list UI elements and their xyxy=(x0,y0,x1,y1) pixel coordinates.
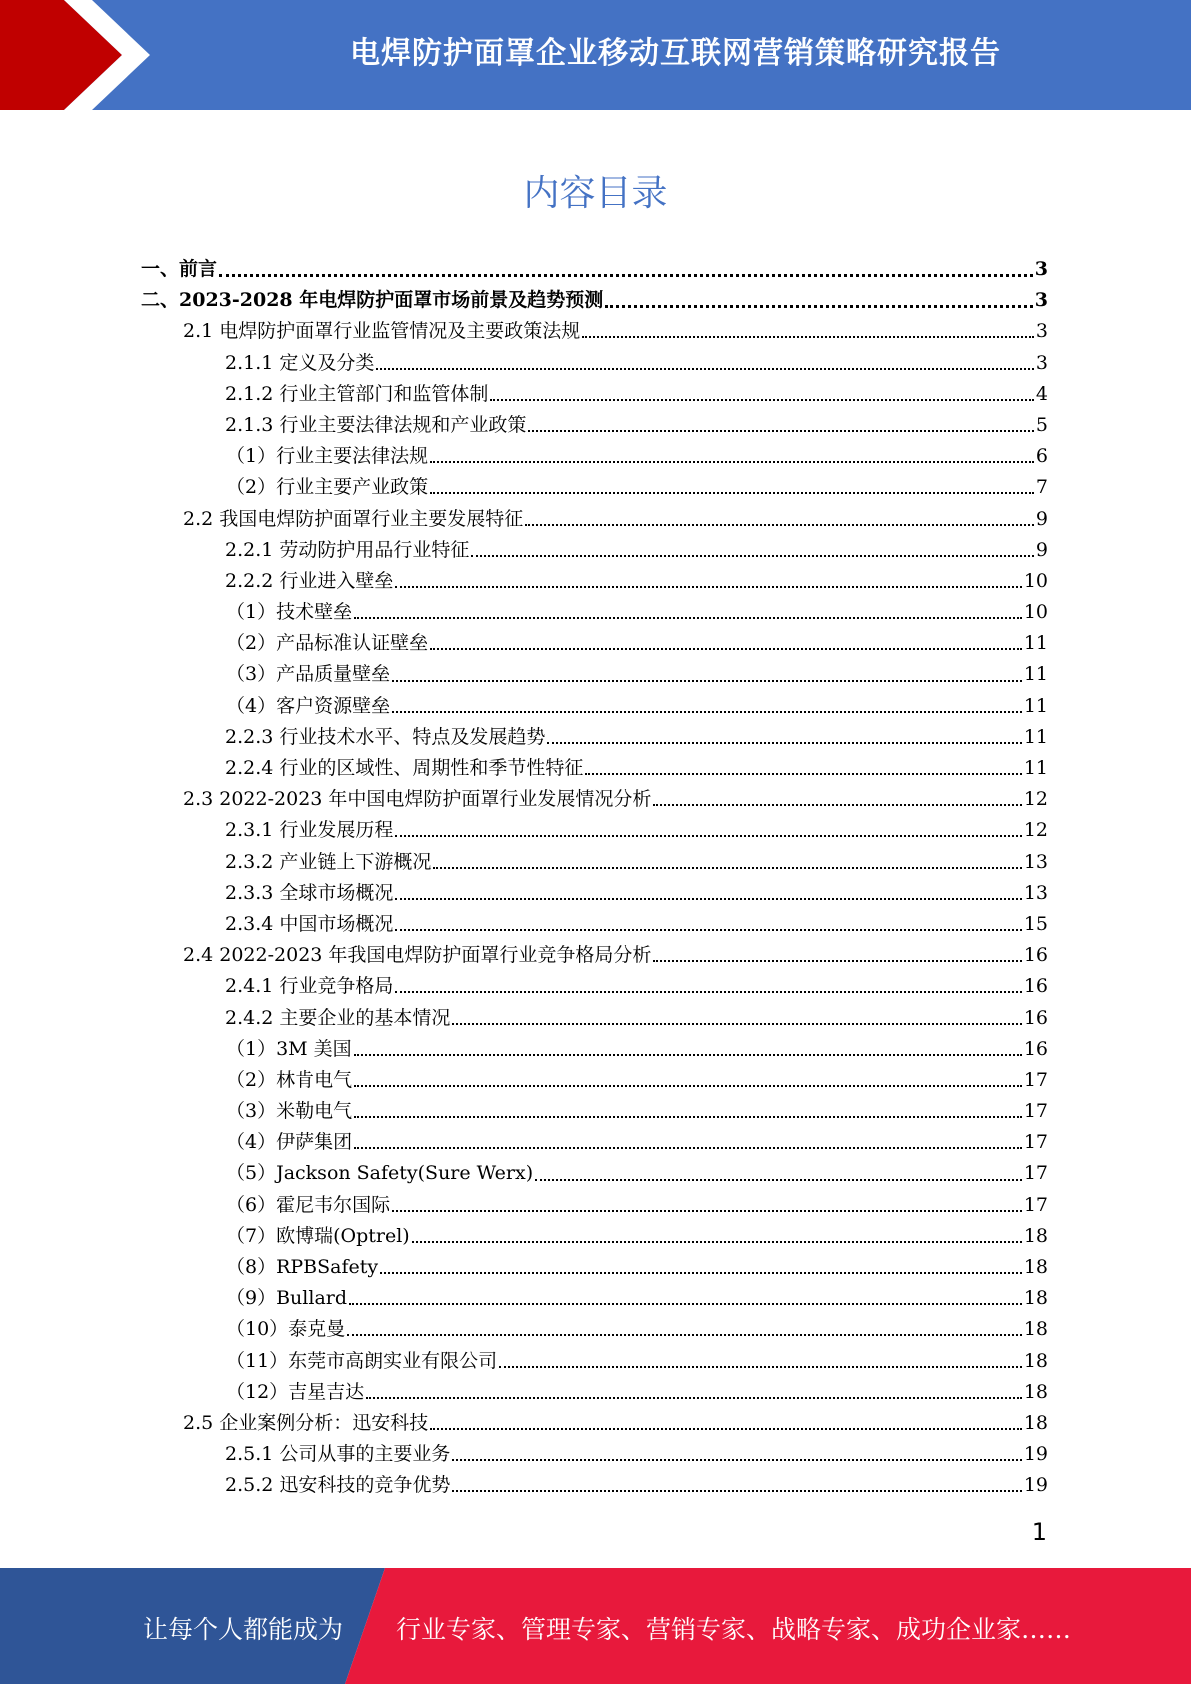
toc-entry[interactable] xyxy=(0,659,1191,690)
toc-page-number: 16 xyxy=(1023,1006,1048,1029)
toc-page-number: 4 xyxy=(1035,382,1048,405)
toc-leader-dots xyxy=(433,866,1021,869)
toc-leader-dots xyxy=(525,523,1034,526)
toc-page-number: 5 xyxy=(1035,413,1048,436)
toc-entry[interactable] xyxy=(0,909,1191,940)
toc-entry[interactable] xyxy=(0,597,1191,628)
toc-page-number: 10 xyxy=(1023,601,1048,624)
toc-entry[interactable] xyxy=(0,1283,1191,1314)
toc-leader-dots xyxy=(585,772,1021,775)
toc-entry-text: 2.1.2 行业主管部门和监管体制 xyxy=(225,382,489,405)
toc-page-number: 19 xyxy=(1023,1443,1048,1466)
toc-page-number: 17 xyxy=(1023,1068,1048,1091)
toc-page-number: 18 xyxy=(1023,1380,1048,1403)
header-arrow-decoration xyxy=(0,0,160,110)
toc-entry[interactable] xyxy=(0,971,1191,1002)
toc-entry[interactable] xyxy=(0,316,1191,347)
toc-entry-text: （2）行业主要产业政策 xyxy=(226,476,429,499)
toc-page-number: 11 xyxy=(1023,757,1048,779)
toc-leader-dots xyxy=(499,1365,1022,1368)
toc-leader-dots xyxy=(547,741,1021,744)
toc-leader-dots xyxy=(582,335,1034,338)
toc-entry[interactable] xyxy=(0,1408,1191,1439)
toc-leader-dots xyxy=(354,1146,1022,1149)
toc-leader-dots xyxy=(653,959,1021,962)
toc-entry[interactable] xyxy=(0,1127,1191,1158)
toc-entry[interactable] xyxy=(0,566,1191,597)
toc-entry[interactable] xyxy=(0,753,1191,784)
toc-entry-text: （5）Jackson Safety(Sure Werx) xyxy=(226,1162,534,1185)
toc-page-number: 11 xyxy=(1023,632,1048,655)
toc-entry-text: 2.1.1 定义及分类 xyxy=(225,351,375,374)
toc-page-number: 18 xyxy=(1023,1224,1048,1247)
toc-entry[interactable] xyxy=(0,1314,1191,1345)
toc-entry-text: （11）东莞市高朗实业有限公司 xyxy=(226,1349,498,1372)
toc-entry-text: 2.1.3 行业主要法律法规和产业政策 xyxy=(225,413,527,436)
toc-entry-text: （1）行业主要法律法规 xyxy=(226,445,429,468)
toc-entry-text: （10）泰克曼 xyxy=(226,1318,346,1341)
toc-leader-dots xyxy=(605,304,1033,308)
toc-page-number: 18 xyxy=(1023,1256,1048,1278)
toc-leader-dots xyxy=(392,1209,1022,1212)
toc-leader-dots xyxy=(354,616,1022,619)
toc-entry-text: 2.2.1 劳动防护用品行业特征 xyxy=(225,538,470,561)
toc-entry-text: 2.5 企业案例分析：迅安科技 xyxy=(183,1411,429,1434)
toc-entry-text: （8）RPBSafety xyxy=(226,1256,379,1278)
toc-entry[interactable] xyxy=(0,878,1191,909)
toc-entry[interactable] xyxy=(0,1065,1191,1096)
toc-entry-text: （12）吉星吉达 xyxy=(226,1380,365,1403)
toc-entry[interactable] xyxy=(0,1158,1191,1189)
toc-entry-text: 2.4.1 行业竞争格局 xyxy=(225,975,394,998)
toc-page-number: 3 xyxy=(1035,351,1048,374)
toc-page-number: 6 xyxy=(1035,445,1048,468)
toc-leader-dots xyxy=(395,928,1021,931)
toc-entry-text: 2.3.1 行业发展历程 xyxy=(225,819,394,842)
footer-slogan-right: 行业专家、管理专家、营销专家、战略专家、成功企业家…… xyxy=(396,1615,1072,1644)
toc-page-number: 17 xyxy=(1023,1162,1048,1185)
toc-entry[interactable] xyxy=(0,815,1191,846)
report-title: 电焊防护面罩企业移动互联网营销策略研究报告 xyxy=(350,36,1001,71)
toc-heading: 内容目录 xyxy=(523,173,668,214)
toc-leader-dots xyxy=(354,1084,1022,1087)
toc-entry-text: 一、前言 xyxy=(141,258,218,280)
toc-leader-dots xyxy=(653,803,1021,806)
toc-page-number: 3 xyxy=(1034,289,1048,312)
toc-entry[interactable] xyxy=(0,1034,1191,1065)
toc-leader-dots xyxy=(452,1489,1021,1492)
footer-slogan-left: 让每个人都能成为 xyxy=(143,1615,344,1644)
toc-leader-dots xyxy=(430,491,1034,494)
toc-entry-text: （2）林肯电气 xyxy=(226,1068,353,1091)
toc-entry-text: （3）米勒电气 xyxy=(226,1100,353,1123)
toc-leader-dots xyxy=(471,554,1034,557)
toc-entry-text: （2）产品标准认证壁垒 xyxy=(226,632,429,655)
toc-leader-dots xyxy=(412,1240,1022,1243)
toc-leader-dots xyxy=(430,1427,1022,1430)
toc-entry[interactable] xyxy=(0,441,1191,472)
table-of-contents xyxy=(0,254,1191,1502)
toc-page-number: 7 xyxy=(1035,476,1048,499)
toc-leader-dots xyxy=(395,897,1021,900)
toc-leader-dots xyxy=(376,367,1034,370)
toc-entry[interactable] xyxy=(0,1439,1191,1470)
toc-page-number: 16 xyxy=(1023,1037,1048,1060)
toc-page-number: 3 xyxy=(1035,320,1048,343)
toc-leader-dots xyxy=(395,834,1021,837)
toc-entry[interactable] xyxy=(0,504,1191,535)
toc-page-number: 11 xyxy=(1023,694,1048,717)
toc-entry[interactable] xyxy=(0,1221,1191,1252)
toc-entry[interactable] xyxy=(0,847,1191,878)
toc-entry-text: 2.2 我国电焊防护面罩行业主要发展特征 xyxy=(183,507,524,530)
toc-entry-text: 2.3.4 中国市场概况 xyxy=(225,912,394,935)
footer-band xyxy=(0,1568,1191,1684)
toc-leader-dots xyxy=(395,990,1021,993)
toc-entry-text: 2.2.2 行业进入壁垒 xyxy=(225,569,394,592)
toc-leader-dots xyxy=(392,710,1022,713)
toc-page-number: 17 xyxy=(1023,1131,1048,1154)
toc-entry-text: 2.3 2022-2023 年中国电焊防护面罩行业发展情况分析 xyxy=(183,788,652,811)
toc-entry-text: 2.2.3 行业技术水平、特点及发展趋势 xyxy=(225,725,546,748)
toc-leader-dots xyxy=(452,1458,1021,1461)
toc-entry[interactable] xyxy=(0,410,1191,441)
toc-entry-text: （7）欧博瑞(Optrel) xyxy=(226,1224,410,1247)
toc-leader-dots xyxy=(528,429,1034,432)
toc-page-number: 16 xyxy=(1023,975,1048,998)
toc-entry-text: （1）技术壁垒 xyxy=(226,601,353,624)
toc-entry-text: 2.3.3 全球市场概况 xyxy=(225,881,394,904)
toc-page-number: 18 xyxy=(1023,1349,1048,1372)
toc-entry[interactable] xyxy=(0,940,1191,971)
toc-entry[interactable] xyxy=(0,254,1191,285)
toc-entry-text: 2.5.1 公司从事的主要业务 xyxy=(225,1443,451,1466)
toc-entry-text: （6）霍尼韦尔国际 xyxy=(226,1193,391,1216)
toc-entry[interactable] xyxy=(0,1252,1191,1283)
toc-entry[interactable] xyxy=(0,1190,1191,1221)
toc-page-number: 9 xyxy=(1035,507,1048,530)
toc-page-number: 3 xyxy=(1034,258,1048,280)
toc-page-number: 18 xyxy=(1023,1318,1048,1341)
toc-entry[interactable] xyxy=(0,472,1191,503)
toc-page-number: 19 xyxy=(1023,1474,1048,1497)
toc-entry-text: （1）3M 美国 xyxy=(226,1037,352,1060)
toc-entry[interactable] xyxy=(0,1096,1191,1127)
toc-leader-dots xyxy=(395,585,1021,588)
toc-entry-text: 2.3.2 产业链上下游概况 xyxy=(225,850,432,873)
toc-entry[interactable] xyxy=(0,1470,1191,1501)
toc-page-number: 10 xyxy=(1023,569,1048,592)
toc-entry-text: 二、2023-2028 年电焊防护面罩市场前景及趋势预测 xyxy=(141,289,604,312)
toc-entry-text: （4）客户资源壁垒 xyxy=(226,694,391,717)
toc-leader-dots xyxy=(430,647,1022,650)
toc-leader-dots xyxy=(452,1022,1021,1025)
toc-leader-dots xyxy=(380,1271,1022,1274)
toc-page-number: 13 xyxy=(1023,850,1048,873)
toc-page-number: 12 xyxy=(1023,788,1048,811)
toc-entry[interactable] xyxy=(0,348,1191,379)
toc-entry-text: 2.5.2 迅安科技的竞争优势 xyxy=(225,1474,451,1497)
toc-page-number: 15 xyxy=(1023,912,1048,935)
toc-leader-dots xyxy=(490,398,1034,401)
toc-page-number: 9 xyxy=(1035,538,1048,561)
toc-entry[interactable] xyxy=(0,535,1191,566)
toc-entry-text: （9）Bullard xyxy=(226,1287,348,1310)
toc-leader-dots xyxy=(354,1115,1022,1118)
toc-entry-text: 2.2.4 行业的区域性、周期性和季节性特征 xyxy=(225,757,584,779)
toc-entry-text: （3）产品质量壁垒 xyxy=(226,663,391,686)
toc-entry[interactable] xyxy=(0,784,1191,815)
toc-leader-dots xyxy=(349,1302,1022,1305)
toc-page-number: 11 xyxy=(1023,725,1048,748)
toc-leader-dots xyxy=(354,1053,1022,1056)
toc-page-number: 18 xyxy=(1023,1287,1048,1310)
toc-page-number: 13 xyxy=(1023,881,1048,904)
toc-leader-dots xyxy=(366,1396,1022,1399)
toc-page-number: 17 xyxy=(1023,1193,1048,1216)
toc-leader-dots xyxy=(392,679,1022,682)
toc-page-number: 17 xyxy=(1023,1100,1048,1123)
page-number: 1 xyxy=(1031,1518,1047,1546)
toc-leader-dots xyxy=(219,273,1033,277)
toc-entry-text: 2.4 2022-2023 年我国电焊防护面罩行业竞争格局分析 xyxy=(183,944,652,967)
toc-leader-dots xyxy=(430,460,1034,463)
toc-leader-dots xyxy=(347,1333,1022,1336)
toc-entry[interactable] xyxy=(0,691,1191,722)
toc-entry[interactable] xyxy=(0,1003,1191,1034)
toc-entry[interactable] xyxy=(0,379,1191,410)
toc-page-number: 18 xyxy=(1023,1411,1048,1434)
header-band xyxy=(0,0,1191,110)
toc-page-number: 11 xyxy=(1023,663,1048,686)
toc-entry[interactable] xyxy=(0,722,1191,753)
toc-entry[interactable] xyxy=(0,1346,1191,1377)
toc-entry[interactable] xyxy=(0,1377,1191,1408)
toc-entry-text: 2.4.2 主要企业的基本情况 xyxy=(225,1006,451,1029)
toc-leader-dots xyxy=(535,1178,1022,1181)
toc-page-number: 16 xyxy=(1023,944,1048,967)
toc-page-number: 12 xyxy=(1023,819,1048,842)
toc-entry[interactable] xyxy=(0,285,1191,316)
toc-entry-text: （4）伊萨集团 xyxy=(226,1131,353,1154)
toc-entry[interactable] xyxy=(0,628,1191,659)
toc-entry-text: 2.1 电焊防护面罩行业监管情况及主要政策法规 xyxy=(183,320,581,343)
